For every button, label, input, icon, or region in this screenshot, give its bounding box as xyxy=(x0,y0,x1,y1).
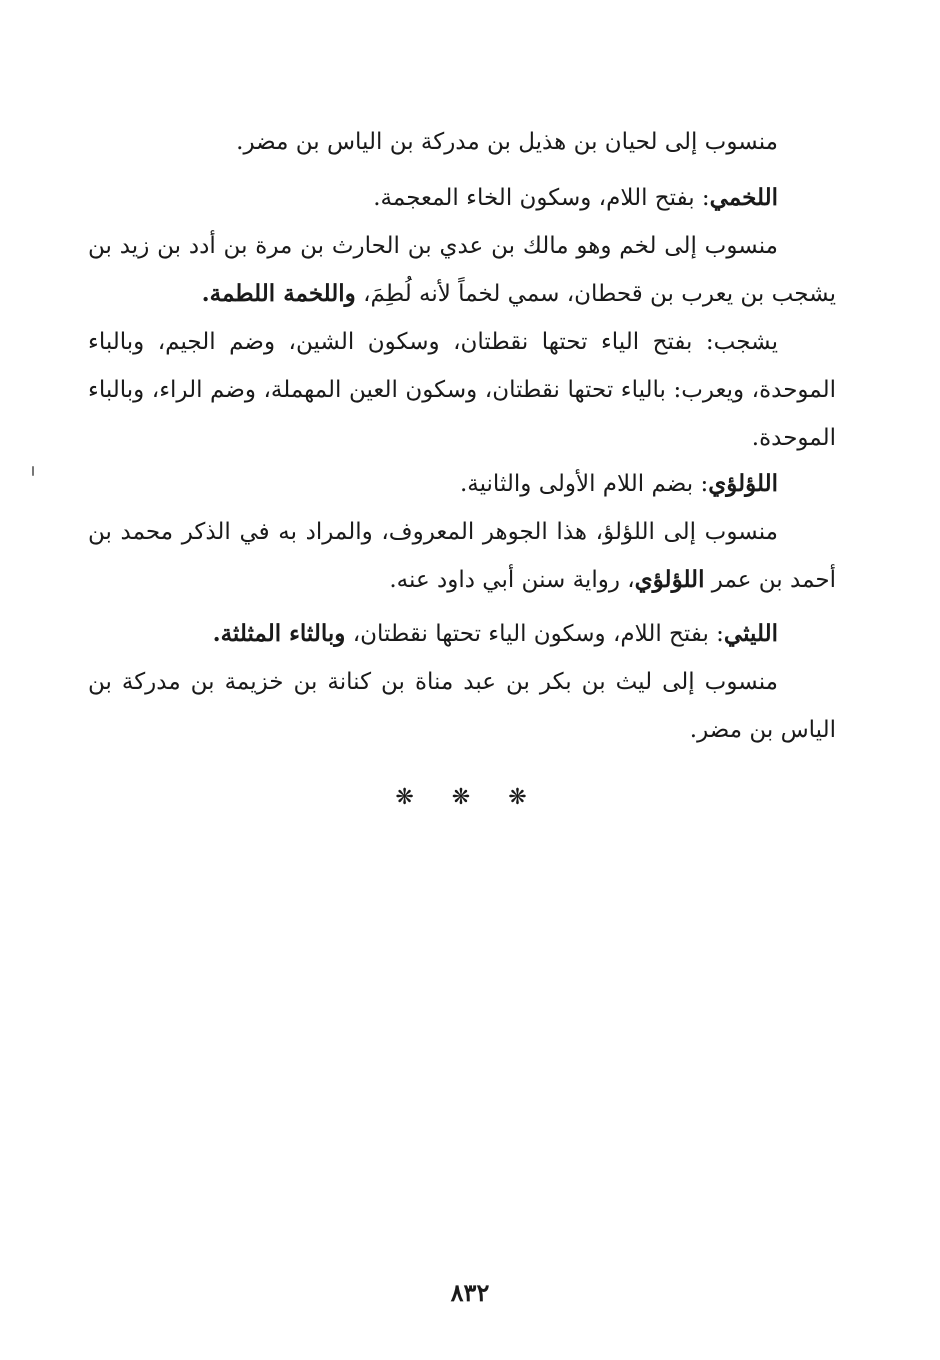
entry-definition: : بضم اللام الأولى والثانية. xyxy=(459,471,709,497)
paragraph-lulu xyxy=(88,508,836,604)
asterism-star-icon: ❋ xyxy=(508,785,545,810)
paragraph-text: ، رواية سنن أبي داود عنه. xyxy=(389,567,635,593)
paragraph-text: منسوب إلى لخم وهو مالك بن عدي بن الحارث بن مرة بن أدد بن زيد بن يشجب بن يعرب بن قحطان، سمي لخماً لأنه لُطِمَ، xyxy=(88,233,836,307)
paragraph-lihyani xyxy=(88,118,836,166)
entry-term: اللؤلؤي xyxy=(708,470,778,497)
paragraph-text: يشجب: بفتح الياء تحتها نقطتان، وسكون الشين، وضم الجيم، وبالباء الموحدة، ويعرب: بالياء تحتها نقطتان، وسكون العين المهملة، وضم الراء، وبالباء الموحدة. xyxy=(88,329,836,451)
paragraph-bold-text: واللخمة اللطمة. xyxy=(201,280,356,307)
paragraph-yashjub xyxy=(88,318,836,462)
paragraph-lakhm xyxy=(88,222,836,318)
entry-laythi-heading xyxy=(88,610,836,658)
asterism-star-icon: ❋ xyxy=(451,785,489,810)
entry-lakhmi-heading xyxy=(88,174,836,222)
scan-speck xyxy=(32,466,34,476)
paragraph-text: منسوب إلى لحيان بن هذيل بن مدركة بن الياس بن مضر. xyxy=(236,129,778,155)
entry-term: الليثي xyxy=(723,620,778,647)
section-separator xyxy=(0,785,940,810)
page-number: ٨٣٢ xyxy=(450,1278,490,1307)
entry-definition: : بفتح اللام، وسكون الخاء المعجمة. xyxy=(373,185,710,211)
paragraph-layth xyxy=(88,658,836,754)
asterism-star-icon: ❋ xyxy=(395,785,432,810)
entry-lului-heading xyxy=(88,460,836,508)
entry-term: اللخمي xyxy=(709,184,778,211)
entry-definition: : بفتح اللام، وسكون الياء تحتها نقطتان، xyxy=(345,621,724,647)
paragraph-text: منسوب إلى اللؤلؤ، هذا الجوهر المعروف، والمراد به في الذكر محمد بن أحمد بن عمر xyxy=(88,519,836,593)
entry-definition-bold: وبالثاء المثلثة. xyxy=(212,620,346,647)
paragraph-text: منسوب إلى ليث بن بكر بن عبد مناة بن كنانة بن خزيمة بن مدركة بن الياس بن مضر. xyxy=(88,669,836,743)
paragraph-bold-text: اللؤلؤي xyxy=(634,566,705,593)
